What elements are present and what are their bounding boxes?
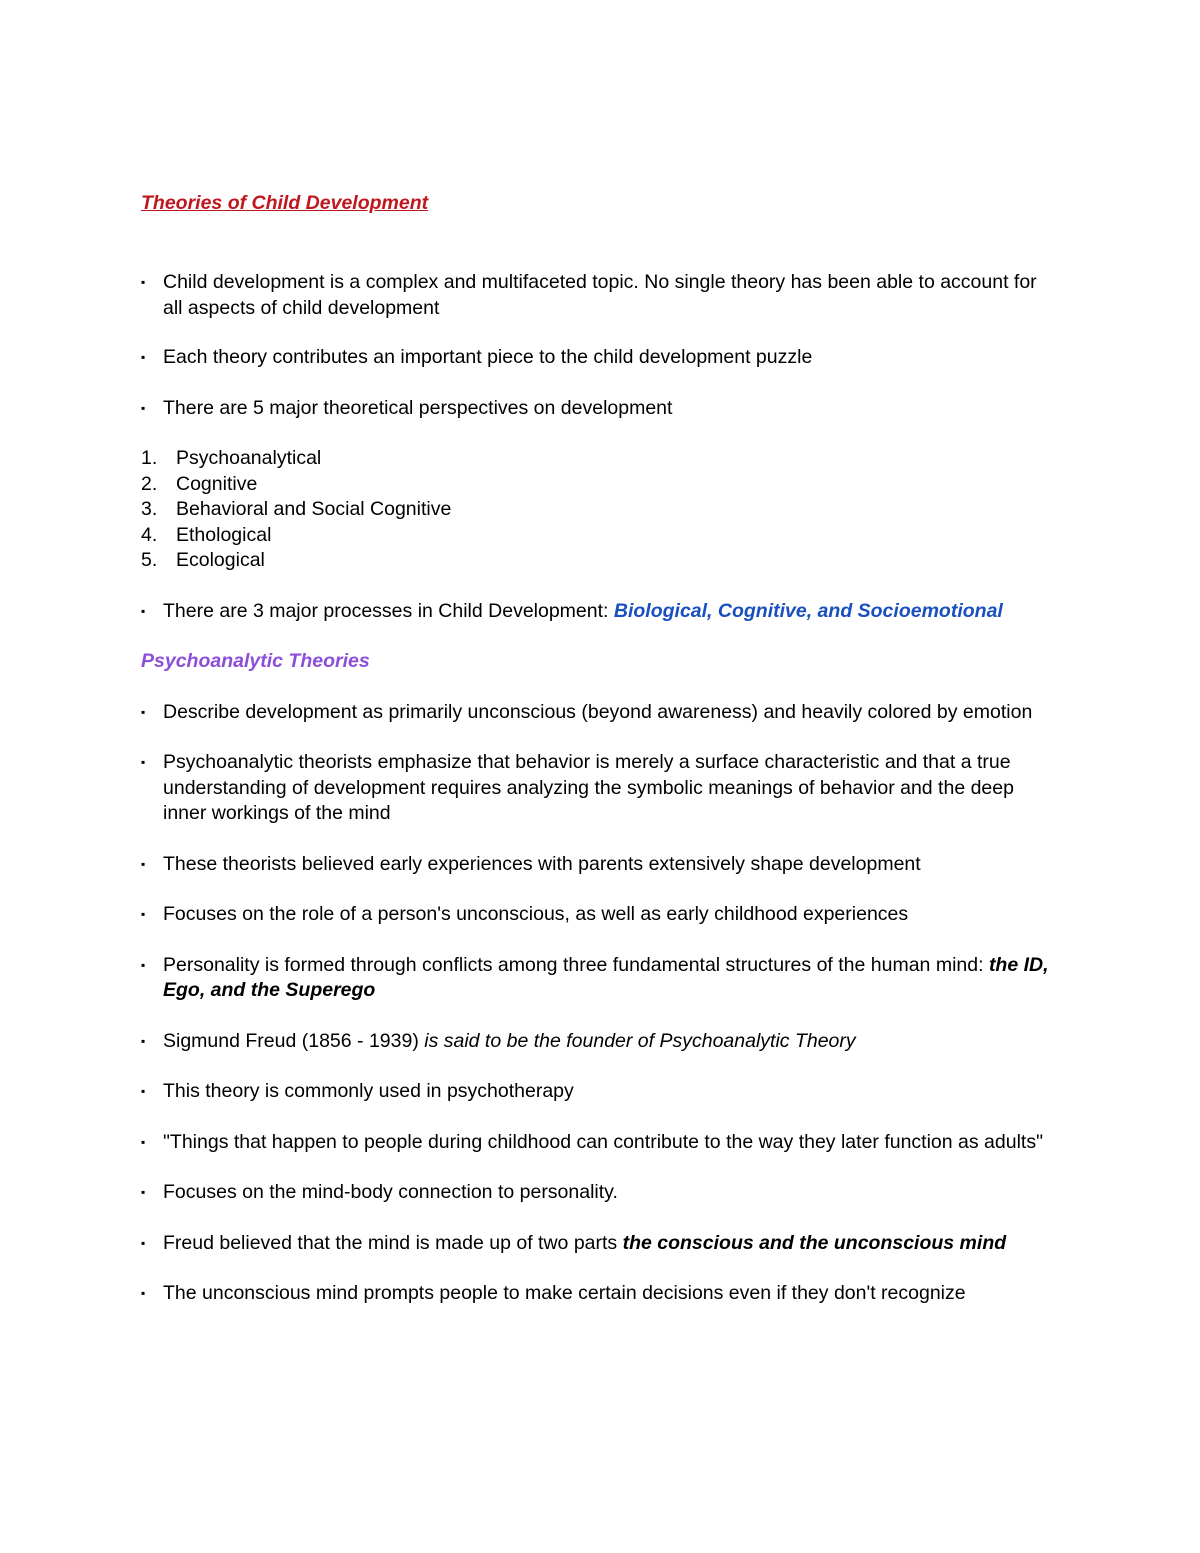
list-item (141, 1180, 1061, 1206)
bullet-text: Describe development as primarily unconscious (beyond awareness) and heavily colored by emotion (163, 700, 1033, 723)
bullet-text: These theorists believed early experiences with parents extensively shape development (163, 852, 921, 875)
bullet-text: Sigmund Freud (1856 - 1939) (163, 1029, 425, 1052)
list-item (141, 497, 1061, 523)
list-item (141, 396, 1061, 422)
list-item (141, 599, 1061, 625)
section-heading: Psychoanalytic Theories (141, 650, 370, 672)
bullet-text: There are 3 major processes in Child Development: (163, 599, 614, 622)
list-item (141, 1079, 1061, 1105)
mind-parts-emphasis: the conscious and the unconscious mind (622, 1231, 1007, 1254)
intro-bullet-list (141, 270, 1061, 421)
bullet-text: Personality is formed through conflicts among three fundamental structures of the human mind: (163, 953, 989, 976)
bullet-icon: ▪ (141, 907, 146, 921)
bullet-icon: ▪ (141, 350, 146, 364)
psychoanalytic-bullet-list (141, 700, 1061, 1307)
list-number: 3. (141, 498, 158, 520)
list-item (141, 270, 1061, 321)
bullet-text: Each theory contributes an important piece to the child development puzzle (163, 346, 813, 368)
bullet-icon: ▪ (141, 1286, 146, 1300)
founder-italic: is said to be the founder of Psychoanalytic Theory (424, 1029, 856, 1052)
bullet-icon: ▪ (141, 1084, 146, 1098)
bullet-text: This theory is commonly used in psychotherapy (163, 1080, 574, 1102)
bullet-text: "Things that happen to people during childhood can contribute to the way they later function as adults" (163, 1130, 1044, 1153)
mind-structures-emphasis: the ID, Ego, and the Superego (163, 953, 1049, 1001)
bullet-icon: ▪ (141, 704, 146, 719)
bullet-text: Child development is a complex and multifaceted topic. No single theory has been able to account for all aspects of child development (163, 271, 1037, 319)
list-item (141, 446, 1061, 472)
list-item (141, 548, 1061, 574)
processes-bullet-list (141, 599, 1061, 625)
bullet-text: Psychoanalytic theorists emphasize that behavior is merely a surface characteristic and that a true understanding of development requires analyzing the symbolic meanings of behavior and the deep inner workings of the mind (163, 751, 1014, 824)
list-item (141, 1281, 1061, 1307)
bullet-icon: ▪ (141, 1185, 146, 1199)
list-item (141, 1231, 1061, 1257)
bullet-icon: ▪ (141, 275, 146, 289)
list-item (141, 1130, 1061, 1156)
bullet-text: Freud believed that the mind is made up of two parts (163, 1231, 623, 1254)
list-item (141, 472, 1061, 498)
list-number: 1. (141, 447, 158, 469)
processes-emphasis: Biological, Cognitive, and Socioemotional (613, 599, 1003, 622)
list-number: 2. (141, 472, 158, 495)
list-item (141, 953, 1061, 1004)
list-item (141, 523, 1061, 549)
bullet-text: There are 5 major theoretical perspectives on development (163, 396, 673, 419)
list-item (141, 852, 1061, 878)
list-item (141, 1029, 1061, 1055)
list-item (141, 700, 1061, 726)
bullet-icon: ▪ (141, 957, 146, 972)
bullet-text: Focuses on the mind-body connection to personality. (163, 1181, 618, 1203)
list-item-label: Behavioral and Social Cognitive (176, 498, 452, 520)
bullet-icon: ▪ (141, 856, 146, 871)
bullet-icon: ▪ (141, 1134, 146, 1149)
bullet-text: Focuses on the role of a person's unconscious, as well as early childhood experiences (163, 903, 909, 925)
list-item (141, 345, 1061, 371)
document-body (141, 191, 1061, 1307)
list-number: 5. (141, 549, 158, 571)
list-item-label: Psychoanalytical (176, 447, 322, 469)
page-title: Theories of Child Development (141, 192, 429, 214)
bullet-icon: ▪ (141, 603, 146, 618)
list-item-label: Ethological (176, 523, 272, 546)
bullet-icon: ▪ (141, 1033, 146, 1048)
list-item (141, 750, 1061, 827)
bullet-icon: ▪ (141, 1235, 146, 1250)
list-number: 4. (141, 523, 158, 546)
bullet-text: The unconscious mind prompts people to make certain decisions even if they don't recognize (163, 1282, 966, 1304)
perspectives-list (141, 446, 1061, 574)
list-item-label: Ecological (176, 549, 265, 571)
list-item-label: Cognitive (176, 472, 258, 495)
bullet-icon: ▪ (141, 400, 146, 415)
bullet-icon: ▪ (141, 755, 146, 769)
list-item (141, 902, 1061, 928)
